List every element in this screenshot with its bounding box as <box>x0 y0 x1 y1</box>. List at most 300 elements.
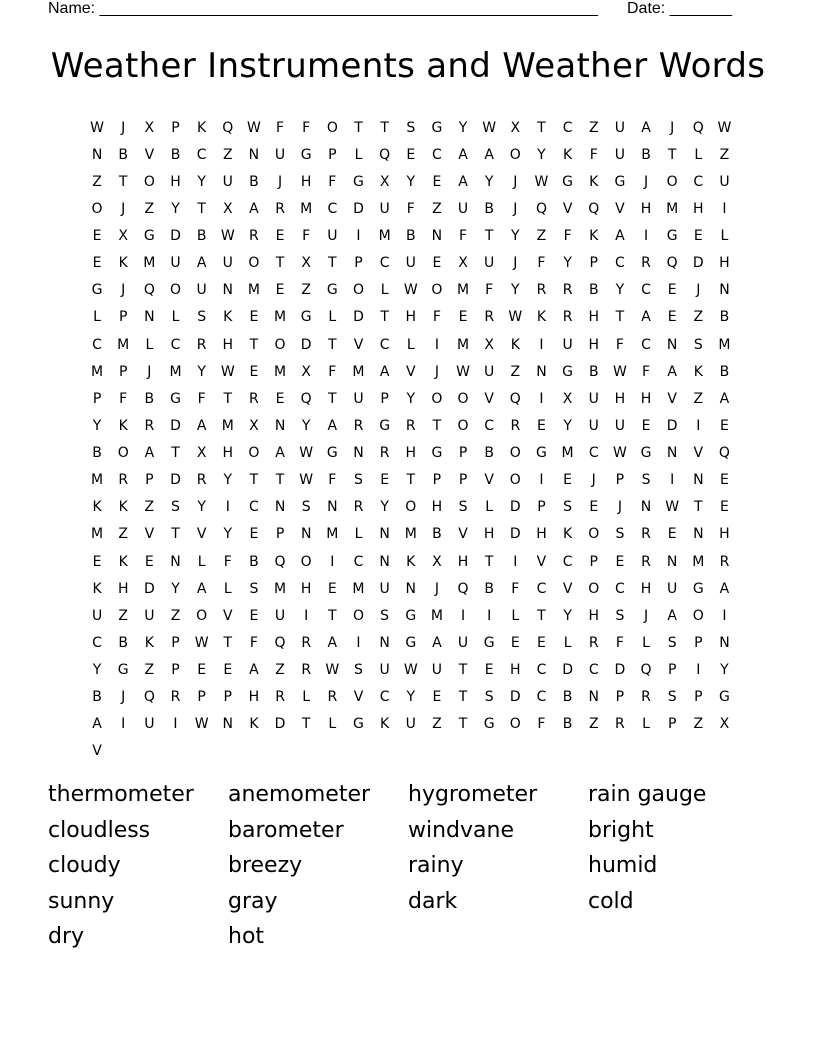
grid-letter: N <box>719 282 730 299</box>
grid-letter: P <box>589 553 598 570</box>
grid-letter: Y <box>484 173 494 190</box>
grid-letter: S <box>197 309 207 326</box>
grid-letter: W <box>299 472 314 489</box>
grid-letter: E <box>667 282 677 299</box>
grid-letter: C <box>536 662 547 679</box>
grid-letter: Q <box>300 390 312 407</box>
grid-letter: E <box>432 255 442 272</box>
grid-letter: L <box>485 499 494 516</box>
grid-letter: N <box>170 553 181 570</box>
grid-letter: E <box>144 553 154 570</box>
grid-letter: Y <box>197 363 206 380</box>
grid-letter: O <box>274 336 286 353</box>
grid-letter: T <box>432 417 442 434</box>
grid-letter: R <box>327 689 338 706</box>
grid-letter: S <box>484 689 494 706</box>
grid-letter: Y <box>406 390 416 407</box>
grid-letter: H <box>405 445 417 462</box>
grid-letter: N <box>144 309 155 326</box>
grid-letter: A <box>327 634 338 651</box>
grid-letter: P <box>432 472 442 489</box>
grid-letter: H <box>170 173 181 190</box>
grid-letter: D <box>509 526 521 543</box>
grid-letter: E <box>327 580 337 597</box>
grid-letter: P <box>118 363 128 380</box>
grid-letter: I <box>696 417 701 434</box>
grid-letter: S <box>615 607 625 624</box>
grid-letter: T <box>615 309 625 326</box>
grid-letter: I <box>356 228 361 245</box>
grid-letter: A <box>249 662 259 679</box>
grid-letter: P <box>223 689 232 706</box>
grid-letter: T <box>458 716 468 733</box>
grid-letter: Y <box>720 662 729 679</box>
grid-letter: P <box>171 119 180 136</box>
grid-letter: F <box>615 336 624 353</box>
grid-letter: B <box>562 689 573 706</box>
word-list-item: cloudy <box>48 853 121 879</box>
grid-letter: T <box>328 390 337 407</box>
grid-letter: T <box>354 119 363 136</box>
grid-letter: T <box>537 119 546 136</box>
grid-letter: L <box>302 689 311 706</box>
grid-letter: L <box>328 309 337 326</box>
grid-letter: O <box>457 417 469 434</box>
grid-letter: I <box>434 336 439 353</box>
grid-letter: T <box>249 472 259 489</box>
grid-letter: N <box>222 282 234 299</box>
word-list-item: windvane <box>408 817 514 843</box>
grid-letter: L <box>642 716 650 733</box>
grid-letter: G <box>117 662 129 679</box>
grid-letter: V <box>562 200 573 217</box>
grid-letter: I <box>304 607 309 624</box>
grid-letter: O <box>248 255 260 272</box>
word-list-item: gray <box>228 888 278 914</box>
grid-letter: U <box>222 255 233 272</box>
grid-letter: W <box>612 445 627 462</box>
grid-letter: E <box>275 390 285 407</box>
word-list-item: bright <box>588 817 654 843</box>
grid-letter: N <box>300 526 312 543</box>
grid-letter: G <box>614 173 626 190</box>
grid-letter: S <box>301 499 311 516</box>
grid-letter: C <box>562 553 573 570</box>
grid-letter: N <box>274 417 286 434</box>
grid-letter: Q <box>274 634 286 651</box>
grid-letter: H <box>248 689 260 706</box>
grid-letter: M <box>247 282 260 299</box>
grid-letter: E <box>432 689 442 706</box>
grid-letter: W <box>325 662 340 679</box>
grid-letter: D <box>143 580 155 597</box>
word-list-item: hot <box>228 924 265 950</box>
grid-letter: D <box>509 689 521 706</box>
grid-letter: W <box>246 119 261 136</box>
grid-letter: M <box>352 363 365 380</box>
grid-letter: L <box>511 607 520 624</box>
grid-letter: W <box>90 119 104 136</box>
grid-letter: Z <box>144 662 155 679</box>
grid-letter: U <box>144 716 155 733</box>
grid-letter: Z <box>92 173 102 190</box>
grid-letter: C <box>327 200 338 217</box>
grid-letter: M <box>404 526 417 543</box>
grid-letter: Y <box>406 173 416 190</box>
grid-letter: E <box>432 173 442 190</box>
grid-letter: M <box>91 363 104 380</box>
grid-letter: G <box>562 363 574 380</box>
grid-letter: J <box>643 607 649 624</box>
grid-letter: N <box>640 499 652 516</box>
grid-letter: M <box>352 580 365 597</box>
grid-letter: E <box>249 607 259 624</box>
grid-letter: J <box>277 173 283 190</box>
grid-letter: U <box>484 363 495 380</box>
grid-letter: R <box>719 553 730 570</box>
grid-letter: J <box>643 173 649 190</box>
grid-letter: P <box>197 689 206 706</box>
grid-letter: W <box>194 716 209 733</box>
grid-letter: V <box>144 526 155 543</box>
grid-letter: M <box>692 553 705 570</box>
grid-letter: I <box>696 662 701 679</box>
grid-letter: X <box>379 173 390 190</box>
letter-grid <box>84 114 738 765</box>
grid-letter: H <box>588 336 599 353</box>
grid-letter: F <box>249 634 258 651</box>
grid-letter: U <box>353 390 364 407</box>
grid-letter: S <box>615 526 625 543</box>
grid-letter: K <box>118 417 128 434</box>
grid-letter: H <box>588 309 599 326</box>
grid-letter: Y <box>223 472 233 489</box>
grid-letter: Y <box>511 282 520 299</box>
grid-letter: V <box>484 472 494 489</box>
grid-letter: Y <box>92 662 102 679</box>
grid-letter: F <box>537 716 546 733</box>
grid-letter: U <box>719 173 730 190</box>
grid-letter: B <box>588 363 599 380</box>
grid-letter: C <box>170 336 181 353</box>
grid-letter: Y <box>171 200 180 217</box>
word-list-item: barometer <box>228 817 344 843</box>
grid-letter: P <box>537 499 546 516</box>
grid-letter: O <box>91 200 103 217</box>
grid-letter: X <box>719 716 730 733</box>
grid-letter: S <box>667 689 677 706</box>
grid-letter: T <box>118 173 128 190</box>
grid-letter: M <box>143 255 156 272</box>
grid-letter: H <box>222 336 234 353</box>
word-list <box>48 778 768 956</box>
grid-letter: T <box>458 662 468 679</box>
word-list-item: cloudless <box>48 817 151 843</box>
grid-letter: U <box>614 119 625 136</box>
grid-letter: K <box>118 255 128 272</box>
grid-letter: K <box>223 309 233 326</box>
grid-letter: F <box>302 119 311 136</box>
grid-letter: I <box>330 553 335 570</box>
grid-letter: C <box>562 119 573 136</box>
name-field-label: Name: ________________________________________________________ <box>48 0 598 17</box>
grid-letter: U <box>588 417 599 434</box>
grid-letter: N <box>536 363 547 380</box>
grid-letter: M <box>718 336 731 353</box>
grid-letter: M <box>169 363 182 380</box>
grid-letter: A <box>196 580 207 597</box>
grid-letter: W <box>508 309 523 326</box>
grid-letter: I <box>670 472 675 489</box>
grid-letter: O <box>431 390 443 407</box>
grid-letter: P <box>92 390 102 407</box>
grid-letter: R <box>249 228 259 245</box>
grid-letter: V <box>222 607 233 624</box>
grid-letter: Q <box>274 553 286 570</box>
grid-letter: H <box>640 200 652 217</box>
grid-letter: M <box>561 445 574 462</box>
grid-letter: Y <box>223 526 233 543</box>
grid-letter: V <box>693 445 704 462</box>
grid-letter: A <box>144 445 155 462</box>
grid-letter: G <box>562 173 574 190</box>
word-list-item: anemometer <box>228 782 371 807</box>
grid-letter: K <box>406 553 416 570</box>
grid-letter: W <box>220 228 235 245</box>
grid-letter: M <box>300 200 313 217</box>
grid-letter: U <box>91 607 103 624</box>
grid-letter: P <box>118 309 128 326</box>
grid-letter: G <box>170 390 181 407</box>
grid-letter: I <box>643 228 649 245</box>
grid-letter: B <box>249 173 259 190</box>
grid-letter: C <box>614 580 625 597</box>
grid-letter: C <box>92 336 102 353</box>
grid-letter: O <box>300 553 312 570</box>
grid-letter: U <box>274 146 286 163</box>
grid-letter: M <box>456 282 470 299</box>
grid-letter: G <box>143 228 155 245</box>
grid-letter: Q <box>379 146 391 163</box>
grid-letter: O <box>509 472 521 489</box>
word-list-item: humid <box>588 853 658 879</box>
grid-letter: W <box>534 173 549 190</box>
grid-letter: F <box>459 228 468 245</box>
grid-letter: Q <box>692 119 704 136</box>
grid-letter: K <box>249 716 259 733</box>
grid-letter: I <box>539 390 544 407</box>
grid-letter: S <box>249 580 259 597</box>
grid-letter: D <box>170 472 181 489</box>
grid-letter: K <box>510 336 520 353</box>
grid-letter: D <box>274 716 286 733</box>
grid-letter: T <box>197 200 206 217</box>
grid-letter: R <box>353 499 364 516</box>
grid-letter: X <box>222 200 233 217</box>
grid-letter: G <box>300 146 312 163</box>
grid-letter: T <box>223 634 233 651</box>
grid-letter: U <box>379 662 390 679</box>
grid-letter: Q <box>535 200 547 217</box>
grid-letter: W <box>482 119 497 136</box>
grid-letter: D <box>353 200 364 217</box>
grid-letter: P <box>458 445 468 462</box>
grid-letter: X <box>144 119 155 136</box>
grid-letter: R <box>641 689 651 706</box>
grid-letter: M <box>666 200 679 217</box>
grid-letter: N <box>379 526 390 543</box>
grid-letter: O <box>509 146 521 163</box>
grid-letter: N <box>431 228 443 245</box>
grid-letter: B <box>249 553 259 570</box>
grid-letter: Z <box>510 363 521 380</box>
grid-letter: K <box>563 526 573 543</box>
grid-letter: F <box>328 173 337 190</box>
grid-letter: F <box>119 390 128 407</box>
grid-letter: F <box>615 634 624 651</box>
header-line <box>48 0 748 20</box>
grid-letter: J <box>147 363 152 380</box>
grid-letter: Y <box>537 146 546 163</box>
grid-letter: X <box>510 119 521 136</box>
grid-letter: K <box>563 146 573 163</box>
grid-letter: D <box>353 309 364 326</box>
grid-letter: B <box>196 228 207 245</box>
grid-letter: H <box>483 526 495 543</box>
grid-letter: P <box>380 390 389 407</box>
grid-letter: J <box>513 255 518 272</box>
grid-letter: E <box>223 662 233 679</box>
grid-letter: X <box>301 255 311 272</box>
grid-letter: Z <box>118 607 128 624</box>
grid-letter: S <box>406 119 416 136</box>
grid-letter: E <box>615 553 625 570</box>
grid-letter: V <box>536 553 547 570</box>
grid-letter: U <box>405 716 416 733</box>
grid-letter: T <box>667 146 677 163</box>
grid-letter: O <box>196 607 208 624</box>
grid-letter: T <box>328 255 337 272</box>
grid-letter: G <box>692 580 704 597</box>
grid-letter: R <box>510 417 521 434</box>
grid-letter: Q <box>509 390 521 407</box>
grid-letter: A <box>458 146 468 163</box>
grid-letter: H <box>693 200 704 217</box>
grid-letter: D <box>170 228 181 245</box>
grid-letter: F <box>641 363 651 380</box>
grid-letter: Y <box>301 417 311 434</box>
grid-letter: U <box>196 282 207 299</box>
grid-letter: A <box>458 173 468 190</box>
grid-letter: R <box>249 390 259 407</box>
grid-letter: R <box>275 689 285 706</box>
grid-letter: U <box>562 336 573 353</box>
grid-letter: E <box>720 417 729 434</box>
grid-letter: Z <box>693 309 704 326</box>
grid-letter: W <box>612 363 627 380</box>
grid-letter: U <box>484 255 495 272</box>
grid-letter: P <box>615 689 625 706</box>
grid-letter: R <box>405 417 416 434</box>
grid-letter: F <box>197 390 206 407</box>
grid-letter: A <box>432 634 442 651</box>
grid-letter: C <box>379 689 390 706</box>
grid-letter: G <box>640 445 652 462</box>
grid-letter: D <box>666 417 678 434</box>
grid-letter: I <box>722 200 727 217</box>
grid-letter: L <box>354 146 363 163</box>
grid-letter: K <box>118 553 128 570</box>
grid-letter: T <box>328 336 337 353</box>
grid-letter: V <box>353 336 364 353</box>
grid-letter: I <box>487 607 492 624</box>
grid-letter: J <box>670 119 675 136</box>
grid-letter: B <box>484 445 494 462</box>
grid-letter: H <box>117 580 129 597</box>
grid-letter: L <box>563 634 572 651</box>
grid-letter: C <box>536 689 547 706</box>
grid-letter: M <box>378 228 391 245</box>
grid-letter: E <box>484 662 494 679</box>
grid-letter: C <box>353 553 364 570</box>
grid-letter: V <box>484 390 494 407</box>
grid-letter: X <box>301 363 311 380</box>
grid-letter: B <box>92 445 102 462</box>
grid-letter: K <box>144 634 154 651</box>
grid-letter: E <box>380 472 390 489</box>
grid-letter: L <box>93 309 101 326</box>
grid-letter: J <box>696 282 701 299</box>
grid-letter: H <box>588 607 599 624</box>
grid-letter: D <box>692 255 704 272</box>
grid-letter: X <box>249 417 259 434</box>
grid-letter: P <box>589 255 598 272</box>
grid-letter: N <box>379 553 390 570</box>
grid-letter: R <box>196 472 207 489</box>
grid-letter: F <box>276 119 285 136</box>
grid-letter: T <box>694 499 703 516</box>
grid-letter: T <box>275 255 285 272</box>
grid-letter: G <box>431 445 443 462</box>
word-list-item: rain gauge <box>588 782 707 807</box>
grid-letter: N <box>693 472 704 489</box>
grid-letter: A <box>641 309 651 326</box>
grid-letter: B <box>170 146 181 163</box>
grid-letter: I <box>225 499 230 516</box>
grid-letter: R <box>196 336 207 353</box>
grid-letter: Z <box>275 662 285 679</box>
grid-letter: C <box>196 146 207 163</box>
grid-letter: J <box>121 689 126 706</box>
grid-letter: K <box>589 173 599 190</box>
grid-letter: O <box>666 173 678 190</box>
grid-letter: C <box>641 336 651 353</box>
grid-letter: G <box>353 173 364 190</box>
grid-letter: M <box>274 580 287 597</box>
grid-letter: Y <box>380 499 389 516</box>
grid-letter: J <box>121 119 126 136</box>
grid-letter: X <box>458 255 468 272</box>
grid-letter: O <box>405 499 417 516</box>
word-list-item: breezy <box>228 853 303 879</box>
grid-letter: A <box>275 445 285 462</box>
grid-letter: L <box>694 146 703 163</box>
grid-letter: U <box>144 607 155 624</box>
grid-letter: I <box>173 716 178 733</box>
word-list-item: rainy <box>408 853 464 879</box>
grid-letter: O <box>352 607 364 624</box>
grid-letter: L <box>145 336 154 353</box>
